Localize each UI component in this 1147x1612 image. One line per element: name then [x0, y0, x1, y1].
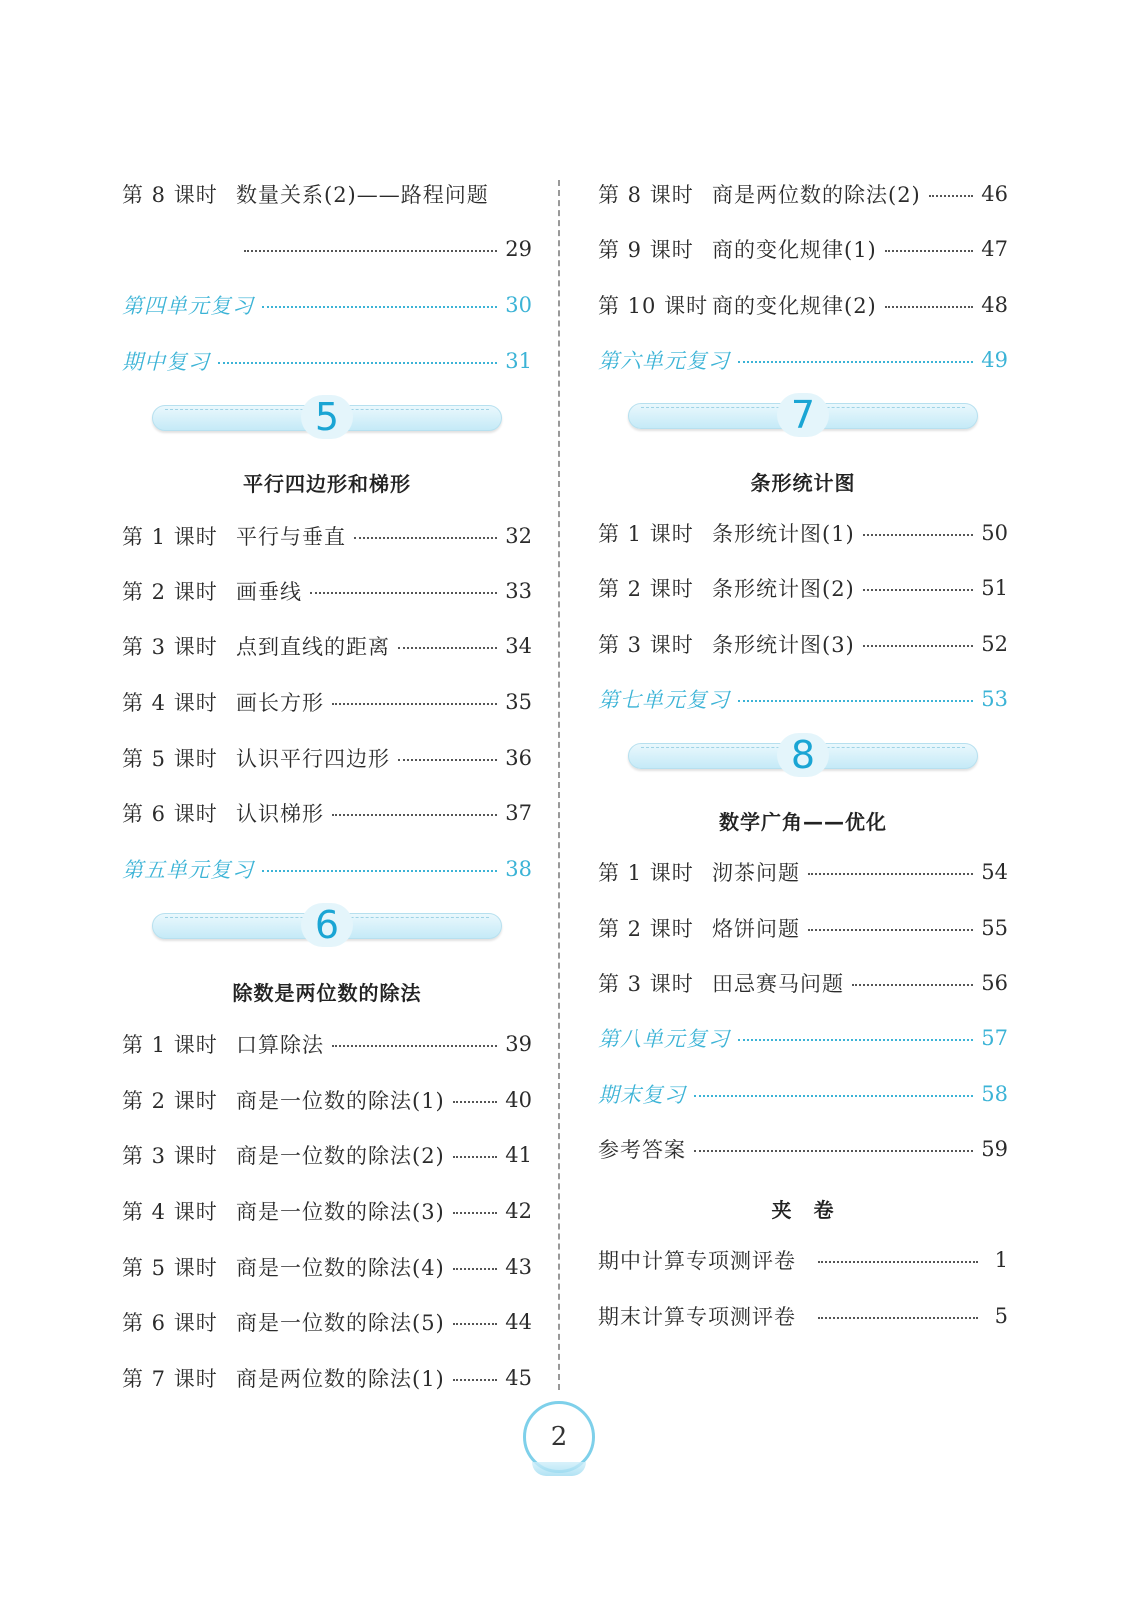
entry-title: 口算除法: [236, 1033, 324, 1057]
review-entry[interactable]: [598, 1074, 1008, 1114]
page-ref: 45: [505, 1366, 532, 1390]
toc-entry[interactable]: [122, 1080, 532, 1120]
lesson-label: 第 3 课时: [122, 1144, 218, 1168]
column-divider: [558, 180, 560, 1390]
toc-entry[interactable]: [122, 174, 532, 214]
dot-leader: [332, 1045, 497, 1047]
unit-heading: 数学广角——优化: [719, 810, 887, 834]
entry-title: 第六单元复习: [598, 349, 730, 373]
entry-title: 参考答案: [598, 1138, 686, 1162]
page-ref: 59: [981, 1137, 1008, 1161]
lesson-label: 第 6 课时: [122, 802, 218, 826]
lesson-label: 第 6 课时: [122, 1311, 218, 1335]
entry-title: 条形统计图(3): [712, 633, 855, 657]
dot-leader: [398, 647, 497, 649]
dot-leader: [818, 1261, 978, 1263]
entry-title: 画垂线: [236, 580, 302, 604]
lesson-label: 第 5 课时: [122, 747, 218, 771]
entry-title: 商是一位数的除法(1): [236, 1089, 445, 1113]
page-ref: 40: [505, 1088, 532, 1112]
review-entry[interactable]: [598, 340, 1008, 380]
lesson-label: 第 2 课时: [598, 917, 694, 941]
entry-title: 条形统计图(1): [712, 522, 855, 546]
entry-title: 商是两位数的除法(2): [712, 183, 921, 207]
unit-banner: [628, 733, 978, 777]
page-number: 2: [550, 1422, 568, 1452]
toc-entry[interactable]: [598, 285, 1008, 325]
lesson-label: 第 1 课时: [122, 1033, 218, 1057]
lesson-label: 第 3 课时: [598, 633, 694, 657]
dot-leader: [453, 1268, 498, 1270]
toc-entry[interactable]: [122, 1135, 532, 1175]
dot-leader: [738, 361, 973, 363]
review-entry[interactable]: [598, 679, 1008, 719]
review-entry[interactable]: [122, 341, 532, 381]
toc-entry[interactable]: [598, 624, 1008, 664]
toc-entry[interactable]: [598, 568, 1008, 608]
dot-leader: [808, 873, 973, 875]
page-ref: 29: [505, 237, 532, 261]
review-entry[interactable]: [122, 849, 532, 889]
unit-number: 6: [301, 903, 353, 947]
page-ref: 5: [994, 1304, 1008, 1328]
lesson-label: 第 4 课时: [122, 1200, 218, 1224]
entry-title: 认识梯形: [236, 802, 324, 826]
lesson-label: 第 8 课时: [122, 183, 218, 207]
entry-title: 第八单元复习: [598, 1027, 730, 1051]
page-ref: 46: [981, 182, 1008, 206]
toc-entry[interactable]: [122, 1302, 532, 1342]
entry-title: 商是一位数的除法(4): [236, 1256, 445, 1280]
dot-leader: [262, 870, 497, 872]
page-ref: 57: [981, 1026, 1008, 1050]
unit-heading: 夹 卷: [771, 1198, 835, 1222]
review-entry[interactable]: [122, 285, 532, 325]
page-ref: 52: [981, 632, 1008, 656]
toc-entry[interactable]: [122, 571, 532, 611]
page-ref: 54: [981, 860, 1008, 884]
dot-leader: [453, 1156, 498, 1158]
page-ref: 44: [505, 1310, 532, 1334]
lesson-label: 第 2 课时: [122, 580, 218, 604]
entry-title: 期中计算专项测评卷: [598, 1249, 796, 1273]
entry-title: 点到直线的距离: [236, 635, 390, 659]
toc-entry[interactable]: [122, 626, 532, 666]
page-ref: 30: [505, 293, 532, 317]
entry-title: 烙饼问题: [712, 917, 800, 941]
lesson-label: 第 1 课时: [598, 522, 694, 546]
entry-title: 期中复习: [122, 350, 210, 374]
unit-heading: 平行四边形和梯形: [243, 472, 411, 496]
page-ref: 41: [505, 1143, 532, 1167]
page-ref: 58: [981, 1082, 1008, 1106]
page-ref: 1: [994, 1248, 1008, 1272]
dot-leader: [694, 1095, 973, 1097]
toc-entry[interactable]: [598, 963, 1008, 1003]
toc-entry[interactable]: [122, 1358, 532, 1398]
entry-title: 第四单元复习: [122, 294, 254, 318]
toc-entry[interactable]: [122, 682, 532, 722]
lesson-label: 第 5 课时: [122, 1256, 218, 1280]
unit-banner: [152, 395, 502, 439]
page-ref: 36: [505, 746, 532, 770]
page-ref: 38: [505, 857, 532, 881]
dot-leader: [310, 592, 497, 594]
page-ref: 35: [505, 690, 532, 714]
entry-title: 田忌赛马问题: [712, 972, 844, 996]
toc-entry[interactable]: [122, 1247, 532, 1287]
entry-title: 沏茶问题: [712, 861, 800, 885]
dot-leader: [863, 645, 974, 647]
toc-entry[interactable]: [122, 1191, 532, 1231]
toc-entry[interactable]: [122, 738, 532, 778]
page-ref: 47: [981, 237, 1008, 261]
dot-leader: [863, 534, 974, 536]
page-number-badge: [523, 1401, 595, 1473]
toc-entry[interactable]: [122, 229, 532, 269]
dot-leader: [332, 814, 497, 816]
dot-leader: [453, 1101, 498, 1103]
dot-leader: [885, 250, 974, 252]
toc-entry[interactable]: [598, 1240, 1008, 1280]
toc-entry[interactable]: [598, 513, 1008, 553]
entry-title: 第七单元复习: [598, 688, 730, 712]
entry-title: 数量关系(2)——路程问题: [236, 183, 489, 207]
toc-entry[interactable]: [122, 516, 532, 556]
page-ref: 32: [505, 524, 532, 548]
unit-banner: [152, 903, 502, 947]
unit-heading: 条形统计图: [750, 471, 856, 495]
lesson-label: 第 8 课时: [598, 183, 694, 207]
dot-leader: [808, 929, 973, 931]
review-entry[interactable]: [598, 1018, 1008, 1058]
dot-leader: [332, 703, 497, 705]
dot-leader: [244, 250, 497, 252]
lesson-label: 第 3 课时: [122, 635, 218, 659]
entry-title: 认识平行四边形: [236, 747, 390, 771]
page-ref: 53: [981, 687, 1008, 711]
page-ref: 37: [505, 801, 532, 825]
dot-leader: [218, 362, 497, 364]
unit-banner: [628, 393, 978, 437]
grass-decoration: [532, 1462, 586, 1476]
entry-title: 画长方形: [236, 691, 324, 715]
lesson-label: 第 9 课时: [598, 238, 694, 262]
entry-title: 条形统计图(2): [712, 577, 855, 601]
toc-entry[interactable]: [598, 908, 1008, 948]
unit-number: 8: [777, 733, 829, 777]
entry-title: 商的变化规律(2): [712, 294, 877, 318]
dot-leader: [354, 537, 497, 539]
page-ref: 33: [505, 579, 532, 603]
dot-leader: [694, 1150, 973, 1152]
dot-leader: [863, 589, 974, 591]
dot-leader: [262, 306, 497, 308]
dot-leader: [453, 1379, 498, 1381]
entry-title: 商是一位数的除法(2): [236, 1144, 445, 1168]
page-ref: 31: [505, 349, 532, 373]
dot-leader: [818, 1317, 978, 1319]
entry-title: 期末复习: [598, 1083, 686, 1107]
entry-title: 商的变化规律(1): [712, 238, 877, 262]
toc-entry[interactable]: [598, 229, 1008, 269]
lesson-label: 第 2 课时: [122, 1089, 218, 1113]
page-ref: 55: [981, 916, 1008, 940]
page-ref: 49: [981, 348, 1008, 372]
lesson-label: 第 3 课时: [598, 972, 694, 996]
entry-title: 商是一位数的除法(3): [236, 1200, 445, 1224]
entry-title: 商是两位数的除法(1): [236, 1367, 445, 1391]
entry-title: 期末计算专项测评卷: [598, 1305, 796, 1329]
entry-title: 商是一位数的除法(5): [236, 1311, 445, 1335]
page-ref: 43: [505, 1255, 532, 1279]
unit-heading: 除数是两位数的除法: [232, 981, 422, 1005]
dot-leader: [453, 1212, 498, 1214]
toc-entry[interactable]: [598, 1296, 1008, 1336]
lesson-label: 第 2 课时: [598, 577, 694, 601]
dot-leader: [852, 984, 973, 986]
toc-entry[interactable]: [122, 1024, 532, 1064]
dot-leader: [929, 195, 974, 197]
lesson-label: 第 4 课时: [122, 691, 218, 715]
page-ref: 51: [981, 576, 1008, 600]
page-ref: 34: [505, 634, 532, 658]
entry-title: 第五单元复习: [122, 858, 254, 882]
page-ref: 50: [981, 521, 1008, 545]
toc-entry[interactable]: [122, 793, 532, 833]
toc-entry[interactable]: [598, 852, 1008, 892]
toc-entry[interactable]: [598, 1129, 1008, 1169]
dot-leader: [398, 759, 497, 761]
dot-leader: [738, 1039, 973, 1041]
page-ref: 56: [981, 971, 1008, 995]
dot-leader: [738, 700, 973, 702]
unit-number: 5: [301, 395, 353, 439]
page-ref: 39: [505, 1032, 532, 1056]
entry-title: 平行与垂直: [236, 525, 346, 549]
lesson-label: 第 1 课时: [598, 861, 694, 885]
toc-entry[interactable]: [598, 174, 1008, 214]
lesson-label: 第 7 课时: [122, 1367, 218, 1391]
dot-leader: [885, 306, 974, 308]
dot-leader: [453, 1323, 498, 1325]
unit-number: 7: [777, 393, 829, 437]
page-ref: 42: [505, 1199, 532, 1223]
page-ref: 48: [981, 293, 1008, 317]
lesson-label: 第 10 课时: [598, 294, 709, 318]
lesson-label: 第 1 课时: [122, 525, 218, 549]
